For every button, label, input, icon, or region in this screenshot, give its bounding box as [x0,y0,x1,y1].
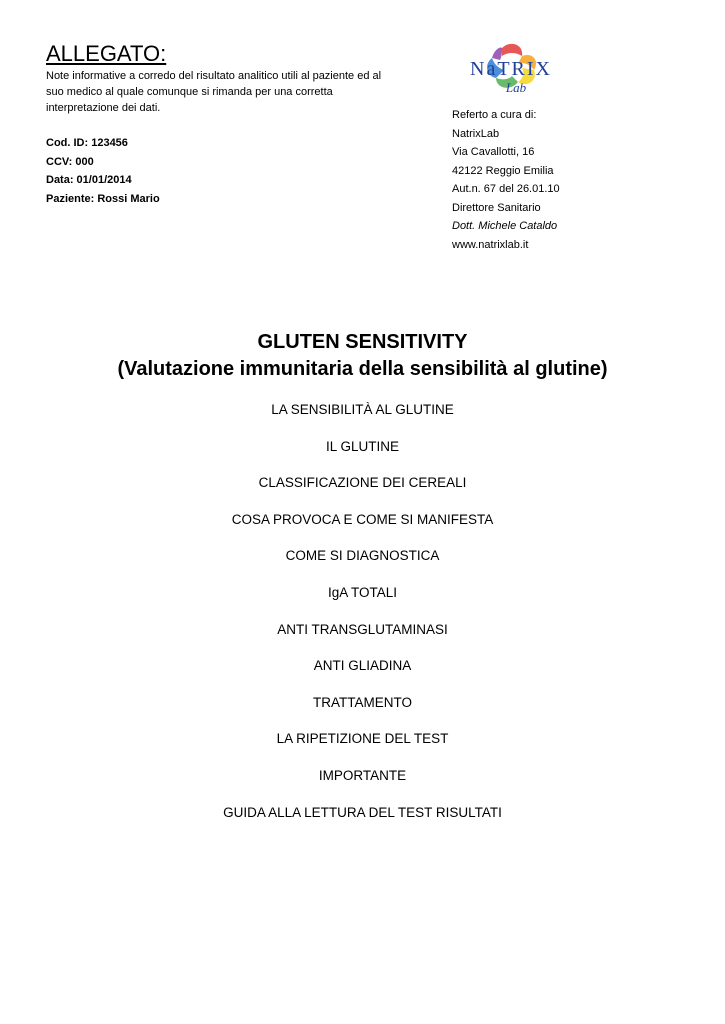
lab-city: 42122 Reggio Emilia [452,164,554,177]
lab-authorization: Aut.n. 67 del 26.01.10 [452,183,560,195]
informative-note: Note informative a corredo del risultato analitico utili al paziente ed al suo medico al quale comunque si rimanda per una corretta interpretazione dei dati. [46,70,382,114]
allegato-heading: ALLEGATO: [46,41,167,66]
lab-address: Via Cavallotti, 16 [452,146,535,158]
toc-item: COSA PROVOCA E COME SI MANIFESTA [231,511,494,527]
patient-name: Paziente: Rossi Mario [46,192,160,205]
toc-item: LA SENSIBILITÀ AL GLUTINE [271,402,454,417]
report-issuer [452,106,560,254]
toc-item: LA RIPETIZIONE DEL TEST [276,731,449,747]
table-of-contents [0,401,725,840]
toc-item: ANTI TRANSGLUTAMINASI [277,621,448,637]
toc-item: GUIDA ALLA LETTURA DEL TEST RISULTATI [223,804,502,820]
toc-item: IL GLUTINE [325,438,400,454]
logo-text-natrix: NaTRIX [470,58,552,80]
director-name: Dott. Michele Cataldo [452,220,558,232]
date: Data: 01/01/2014 [46,174,132,186]
toc-item: COME SI DIAGNOSTICA [285,548,440,564]
document-title: GLUTEN SENSITIVITY [257,331,468,353]
ccv: CCV: 000 [46,155,94,168]
toc-item: ANTI GLIADINA [313,658,412,674]
referto-label: Referto a cura di: [452,109,537,121]
cod-id: Cod. ID: 123456 [46,137,128,149]
lab-name: NatrixLab [452,127,500,140]
document-subtitle: (Valutazione immunitaria della sensibilità al glutine) [117,358,608,380]
toc-item: IMPORTANTE [318,767,407,783]
toc-item: TRATTAMENTO [313,694,412,710]
toc-item: CLASSIFICAZIONE DEI CEREALI [258,475,467,491]
logo-text-lab: Lab [505,80,527,95]
patient-info [46,134,160,208]
toc-item: IgA TOTALI [327,584,398,600]
lab-website: www.natrixlab.it [452,238,529,251]
director-label: Direttore Sanitario [452,201,541,214]
natrixlab-logo [452,42,570,104]
logo-petal-red [502,44,522,56]
